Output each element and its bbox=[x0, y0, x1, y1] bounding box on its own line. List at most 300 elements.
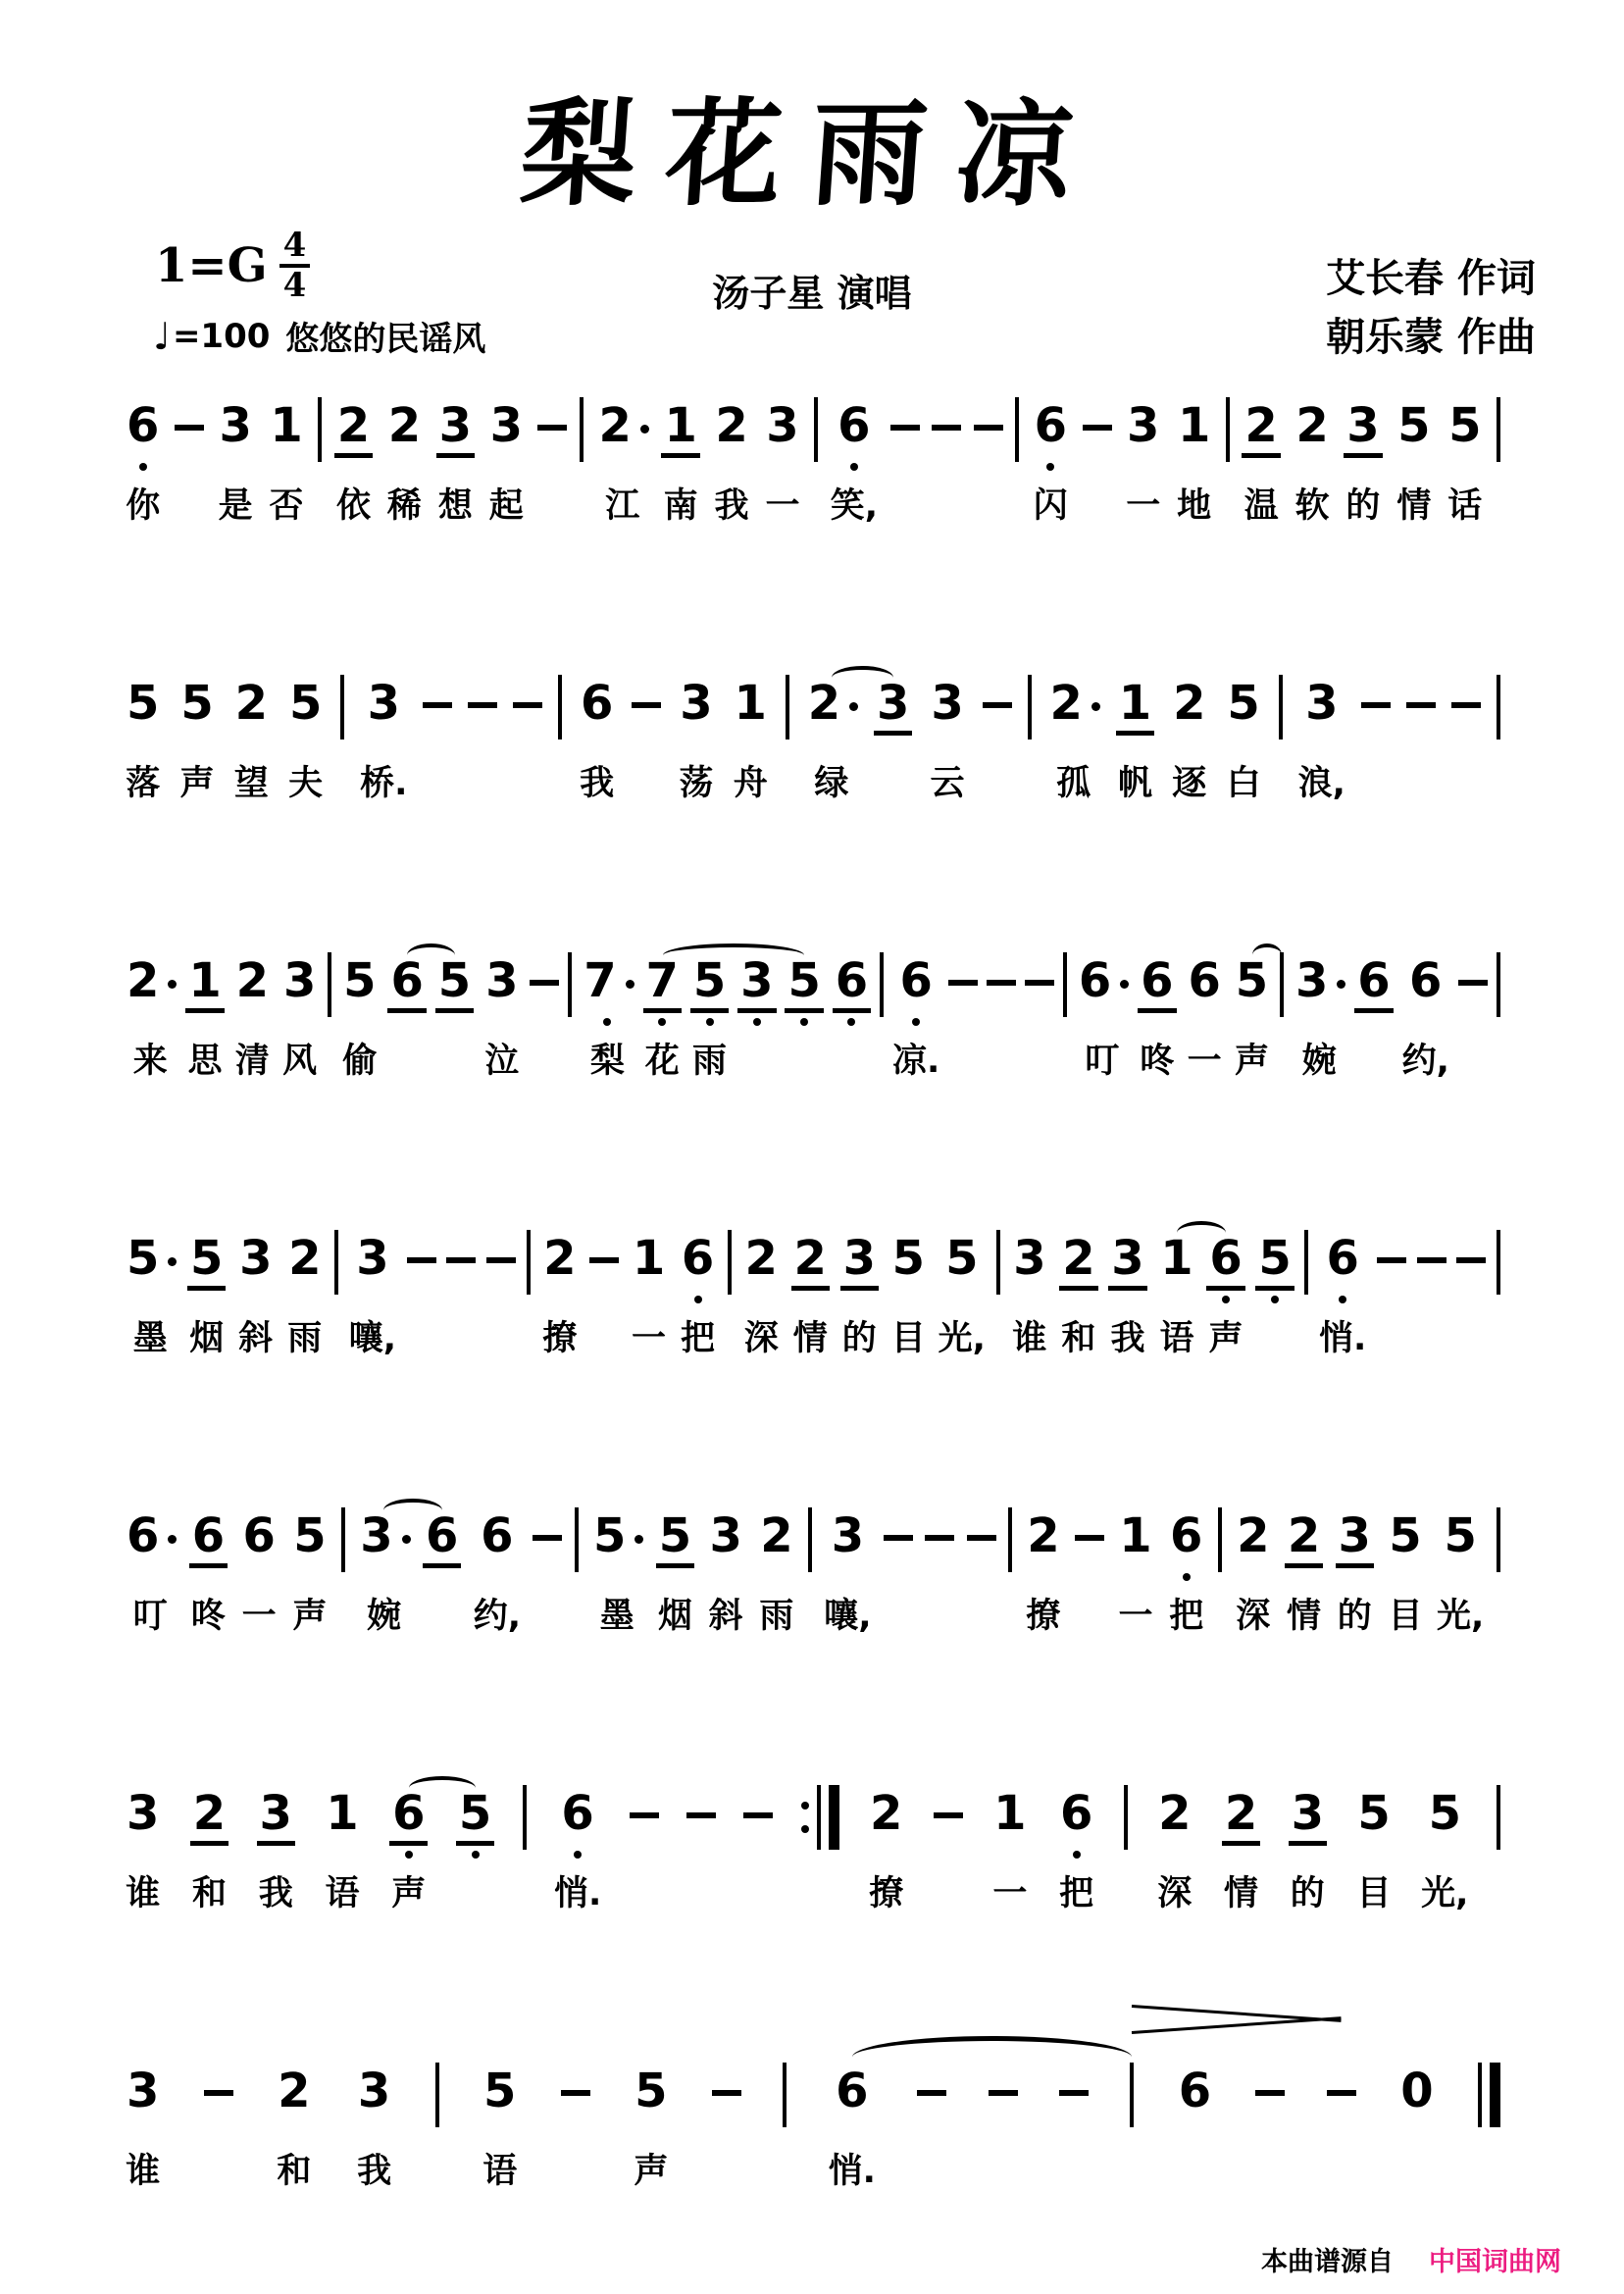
style-description: 悠悠的民谣风 bbox=[285, 320, 486, 359]
lyric-syllable: 否 bbox=[269, 486, 304, 526]
note-area bbox=[791, 1233, 830, 1311]
decrescendo-hairpin bbox=[1132, 2005, 1342, 2034]
note-area bbox=[1478, 2065, 1500, 2144]
slur-arc bbox=[663, 943, 804, 967]
duration-dash bbox=[513, 702, 542, 708]
note-cell bbox=[928, 678, 966, 805]
note-area bbox=[387, 955, 426, 1034]
note-area bbox=[1497, 678, 1500, 756]
barline bbox=[1497, 675, 1500, 739]
note-area bbox=[232, 678, 271, 756]
duration-dash bbox=[537, 425, 567, 431]
note-area bbox=[357, 1510, 410, 1589]
note-area bbox=[1293, 955, 1345, 1034]
note-area bbox=[189, 1510, 228, 1589]
note-cell bbox=[187, 1233, 226, 1360]
note-digit: 6 bbox=[1188, 953, 1221, 1008]
note-digit: 2 bbox=[190, 1788, 228, 1846]
note-cell bbox=[357, 1510, 410, 1638]
note-digit: 2 bbox=[744, 1231, 778, 1286]
lyric-syllable: 凉. bbox=[892, 1042, 940, 1081]
barline bbox=[814, 397, 818, 462]
lyric-syllable: 谁 bbox=[126, 2152, 161, 2191]
note-cell bbox=[1116, 1510, 1154, 1638]
note-area bbox=[561, 2065, 590, 2144]
note-digit: 1 bbox=[326, 1786, 359, 1841]
lyric-syllable: 目 bbox=[1356, 1874, 1392, 1913]
note-cell bbox=[407, 1233, 436, 1360]
barline bbox=[1279, 675, 1283, 739]
note-digit: 3 bbox=[931, 676, 964, 731]
repeat-dot bbox=[801, 1802, 809, 1810]
note-area bbox=[934, 1788, 963, 1866]
note-digit: 6 bbox=[423, 1510, 461, 1568]
barline bbox=[341, 1507, 345, 1572]
barline bbox=[435, 2063, 439, 2127]
note-digit: 5 bbox=[945, 1231, 979, 1286]
note-area bbox=[1441, 1510, 1479, 1589]
note-cell bbox=[661, 400, 699, 528]
note-area bbox=[743, 1788, 773, 1866]
note-cell bbox=[974, 400, 1003, 528]
note-cell bbox=[423, 1510, 461, 1638]
barline-cell bbox=[1279, 678, 1283, 805]
duration-dash bbox=[561, 2090, 590, 2096]
augmentation-dot bbox=[849, 702, 858, 711]
note-digit: 3 bbox=[766, 398, 799, 453]
note-area bbox=[677, 678, 715, 756]
note-digit: 6 bbox=[1059, 1786, 1093, 1841]
time-signature-denominator: 4 bbox=[282, 265, 307, 305]
lyric-syllable: 光, bbox=[1421, 1874, 1469, 1913]
note-area bbox=[1108, 1233, 1146, 1311]
lyric-syllable: 的 bbox=[841, 1319, 877, 1358]
note-digit: 7 bbox=[643, 955, 682, 1013]
note-cell bbox=[1108, 1233, 1146, 1360]
barline bbox=[1218, 1507, 1222, 1572]
note-cell bbox=[1377, 1233, 1406, 1360]
note-area bbox=[890, 400, 920, 479]
note-area bbox=[1175, 400, 1213, 479]
note-cell bbox=[1255, 1233, 1294, 1360]
note-area bbox=[1242, 400, 1280, 479]
note-area bbox=[763, 400, 801, 479]
note-area bbox=[1185, 955, 1223, 1034]
note-area bbox=[468, 678, 497, 756]
lyric-syllable: 一 bbox=[241, 1597, 277, 1636]
lyric-syllable: 撩 bbox=[542, 1319, 578, 1358]
duration-dash bbox=[533, 1535, 562, 1541]
note-digit: 2 bbox=[1222, 1788, 1260, 1846]
note-cell bbox=[468, 678, 497, 805]
note-cell bbox=[474, 1510, 521, 1638]
note-area bbox=[728, 1233, 732, 1311]
barline-cell bbox=[1028, 678, 1032, 805]
score-line bbox=[124, 400, 1500, 678]
note-area bbox=[340, 955, 379, 1034]
lyric-syllable: 地 bbox=[1177, 486, 1212, 526]
note-digit: 3 bbox=[367, 676, 400, 731]
thin-bar bbox=[817, 1785, 821, 1850]
note-digit: 2 bbox=[1242, 400, 1280, 458]
note-area bbox=[527, 1233, 531, 1311]
note-cell bbox=[232, 678, 271, 805]
lyric-syllable: 一 bbox=[1118, 1597, 1153, 1636]
notation-row bbox=[124, 955, 1500, 1083]
note-area bbox=[407, 1233, 436, 1311]
lyric-syllable: 想 bbox=[437, 486, 473, 526]
repeat-end-barline bbox=[801, 1785, 839, 1850]
note-area bbox=[435, 955, 474, 1034]
duration-dash bbox=[1406, 702, 1436, 708]
note-area bbox=[1451, 678, 1481, 756]
barline-cell bbox=[1008, 1510, 1012, 1638]
lyric-syllable: 约, bbox=[473, 1597, 522, 1636]
note-cell bbox=[446, 1233, 476, 1360]
low-octave-dot bbox=[1339, 1296, 1346, 1303]
duration-dash bbox=[917, 2090, 946, 2096]
lyric-syllable: 和 bbox=[277, 2152, 312, 2191]
barline bbox=[523, 1785, 527, 1850]
note-digit: 1 bbox=[270, 398, 303, 453]
barline-cell bbox=[334, 1233, 338, 1360]
lyric-syllable: 烟 bbox=[657, 1597, 692, 1636]
note-cell bbox=[286, 678, 325, 805]
note-area bbox=[630, 1788, 659, 1866]
lyric-syllable: 光, bbox=[1437, 1597, 1485, 1636]
note-area bbox=[742, 1233, 781, 1311]
note-area bbox=[456, 1788, 494, 1866]
barline-cell bbox=[783, 2065, 787, 2193]
note-cell bbox=[743, 1788, 773, 1915]
note-cell bbox=[423, 678, 452, 805]
note-area bbox=[1116, 678, 1154, 756]
lyric-syllable: 思 bbox=[187, 1042, 223, 1081]
note-digit: 3 bbox=[127, 2064, 160, 2118]
note-digit: 3 bbox=[239, 1231, 273, 1286]
note-cell bbox=[1234, 1510, 1272, 1638]
note-digit: 7 bbox=[584, 953, 617, 1008]
barline bbox=[575, 1507, 579, 1572]
note-cell bbox=[533, 1510, 562, 1638]
note-digit: 6 bbox=[1170, 1508, 1203, 1563]
lyric-syllable: 声 bbox=[391, 1874, 427, 1913]
note-area bbox=[318, 400, 322, 479]
note-digit: 3 bbox=[219, 398, 252, 453]
note-cell bbox=[656, 1510, 694, 1638]
note-cell bbox=[742, 1233, 781, 1360]
low-octave-dot bbox=[706, 1018, 714, 1026]
lyric-syllable: 雨 bbox=[287, 1319, 323, 1358]
note-cell bbox=[892, 955, 939, 1083]
duration-dash bbox=[743, 1812, 773, 1818]
note-area bbox=[257, 1788, 295, 1866]
note-area bbox=[712, 400, 750, 479]
barline-cell bbox=[880, 955, 884, 1083]
note-digit: 6 bbox=[127, 398, 160, 453]
duration-dash bbox=[989, 2090, 1018, 2096]
note-area bbox=[801, 1788, 839, 1866]
note-cell bbox=[1336, 1510, 1374, 1638]
note-area bbox=[1024, 1510, 1062, 1589]
note-digit: 0 bbox=[1400, 2064, 1434, 2118]
note-area bbox=[996, 1233, 1000, 1311]
note-digit: 2 bbox=[235, 953, 270, 1008]
score-line bbox=[124, 955, 1500, 1233]
low-octave-dot bbox=[603, 1018, 611, 1026]
barline bbox=[527, 1230, 531, 1295]
augmentation-dot bbox=[1337, 980, 1345, 989]
note-area bbox=[814, 400, 818, 479]
note-cell bbox=[487, 400, 526, 528]
note-area bbox=[632, 678, 661, 756]
duration-dash bbox=[974, 425, 1003, 431]
note-area bbox=[578, 678, 616, 756]
duration-dash bbox=[987, 980, 1016, 986]
duration-dash bbox=[983, 702, 1012, 708]
note-area bbox=[874, 678, 912, 756]
note-digit: 5 bbox=[1389, 1508, 1422, 1563]
lyric-syllable: 谁 bbox=[1012, 1319, 1047, 1358]
lyric-syllable: 花 bbox=[644, 1042, 680, 1081]
note-cell bbox=[486, 1233, 516, 1360]
barline-cell bbox=[1497, 400, 1500, 528]
lyric-syllable: 帆 bbox=[1117, 764, 1152, 803]
thick-bar bbox=[829, 1785, 839, 1850]
note-digit: 5 bbox=[1444, 1508, 1477, 1563]
augmentation-dot bbox=[168, 1257, 177, 1266]
note-area bbox=[1406, 678, 1436, 756]
lyric-syllable: 深 bbox=[743, 1319, 779, 1358]
note-cell bbox=[513, 678, 542, 805]
tempo-line bbox=[153, 312, 485, 360]
note-cell bbox=[267, 400, 305, 528]
duration-dash bbox=[967, 1535, 996, 1541]
note-area bbox=[334, 1233, 338, 1311]
source-prefix: 本曲谱源自 bbox=[1261, 2247, 1394, 2277]
augmentation-dot bbox=[1091, 702, 1100, 711]
note-area bbox=[334, 400, 373, 479]
note-cell bbox=[340, 955, 379, 1083]
lyric-syllable: 目 bbox=[890, 1319, 926, 1358]
note-cell bbox=[124, 955, 177, 1083]
slur-arc bbox=[383, 1499, 442, 1522]
note-area bbox=[1155, 1788, 1193, 1866]
note-digit: 3 bbox=[1108, 1233, 1146, 1291]
lyric-syllable: 声 bbox=[1234, 1042, 1269, 1081]
note-cell bbox=[537, 400, 567, 528]
lyric-syllable: 笑, bbox=[830, 486, 879, 526]
note-digit: 6 bbox=[561, 1786, 594, 1841]
note-digit: 5 bbox=[180, 676, 214, 731]
lyric-syllable: 我 bbox=[1110, 1319, 1145, 1358]
note-cell bbox=[1293, 955, 1345, 1083]
note-area bbox=[423, 1510, 461, 1589]
note-cell bbox=[1175, 400, 1213, 528]
note-area bbox=[341, 1510, 345, 1589]
note-cell bbox=[1242, 400, 1280, 528]
barline-cell bbox=[1130, 2065, 1134, 2193]
barline-cell bbox=[435, 2065, 439, 2193]
note-area bbox=[706, 1510, 744, 1589]
note-digit: 2 bbox=[1158, 1786, 1192, 1841]
lyric-syllable: 是 bbox=[218, 486, 253, 526]
note-area bbox=[833, 955, 871, 1034]
lyric-syllable: 雨 bbox=[692, 1042, 728, 1081]
note-digit: 2 bbox=[387, 398, 422, 453]
augmentation-dot bbox=[1120, 980, 1129, 989]
note-cell bbox=[690, 955, 729, 1083]
duration-dash bbox=[1456, 1257, 1486, 1263]
lyric-syllable: 咚 bbox=[1140, 1042, 1175, 1081]
lyric-syllable: 绿 bbox=[814, 764, 849, 803]
note-cell bbox=[285, 1233, 324, 1360]
barline-cell bbox=[1304, 1233, 1308, 1360]
note-cell bbox=[1124, 400, 1162, 528]
barline-cell bbox=[786, 678, 789, 805]
lyricist-credit: 艾长春 作词 bbox=[1326, 256, 1536, 301]
note-cell bbox=[1010, 1233, 1048, 1360]
repeat-dots bbox=[801, 1785, 809, 1850]
note-area bbox=[290, 1510, 329, 1589]
barline bbox=[1063, 952, 1067, 1017]
duration-dash bbox=[1083, 425, 1112, 431]
note-digit: 6 bbox=[387, 955, 426, 1013]
note-area bbox=[124, 1788, 162, 1866]
barline-cell bbox=[728, 1233, 732, 1360]
note-cell bbox=[1025, 955, 1054, 1083]
lyric-syllable: 夫 bbox=[288, 764, 324, 803]
barline-cell bbox=[527, 1233, 531, 1360]
lyric-syllable: 一 bbox=[1126, 486, 1161, 526]
lyric-syllable: 撩 bbox=[1026, 1597, 1061, 1636]
source-site-link[interactable]: 中国词曲网 bbox=[1429, 2247, 1561, 2277]
note-digit: 6 bbox=[127, 1508, 160, 1563]
low-octave-dot bbox=[850, 463, 858, 471]
note-digit: 1 bbox=[1119, 1508, 1152, 1563]
note-area bbox=[1386, 1510, 1424, 1589]
note-cell bbox=[124, 1510, 177, 1638]
note-area bbox=[1015, 400, 1019, 479]
note-cell bbox=[387, 955, 426, 1083]
note-area bbox=[478, 1510, 516, 1589]
note-area bbox=[580, 400, 584, 479]
barline bbox=[334, 1230, 338, 1295]
note-digit: 2 bbox=[234, 676, 269, 731]
note-digit: 3 bbox=[282, 953, 317, 1008]
lyric-syllable: 声 bbox=[179, 764, 215, 803]
lyric-syllable: 我 bbox=[258, 1874, 293, 1913]
duration-dash bbox=[175, 425, 204, 431]
barline bbox=[558, 675, 562, 739]
duration-dash bbox=[204, 2090, 233, 2096]
note-cell bbox=[1083, 400, 1112, 528]
low-octave-dot bbox=[1183, 1573, 1191, 1581]
note-digit: 3 bbox=[1289, 1788, 1327, 1846]
note-area bbox=[867, 1788, 905, 1866]
note-cell bbox=[1224, 678, 1262, 805]
note-area bbox=[1458, 955, 1488, 1034]
note-area bbox=[558, 678, 562, 756]
lyric-syllable: 悄. bbox=[828, 2152, 876, 2191]
score bbox=[124, 400, 1500, 2294]
note-area bbox=[690, 955, 729, 1034]
lyric-syllable: 起 bbox=[488, 486, 524, 526]
note-cell bbox=[1155, 1788, 1193, 1915]
note-area bbox=[990, 1788, 1029, 1866]
note-area bbox=[124, 400, 162, 479]
note-area bbox=[1280, 955, 1284, 1034]
note-area bbox=[983, 678, 1012, 756]
lyric-syllable: 咚 bbox=[190, 1597, 226, 1636]
slur-arc bbox=[1177, 1221, 1226, 1245]
barline bbox=[1008, 1507, 1012, 1572]
note-digit: 2 bbox=[807, 676, 841, 731]
note-digit: 6 bbox=[1078, 953, 1112, 1008]
note-digit: 3 bbox=[680, 676, 713, 731]
note-area bbox=[1279, 678, 1283, 756]
augmentation-dot bbox=[168, 1535, 177, 1544]
note-cell bbox=[785, 955, 823, 1083]
lyric-syllable: 云 bbox=[930, 764, 965, 803]
note-area bbox=[1285, 1510, 1323, 1589]
lyric-syllable: 嚷, bbox=[824, 1597, 872, 1636]
note-area bbox=[537, 400, 567, 479]
note-area bbox=[737, 955, 776, 1034]
note-digit: 1 bbox=[734, 676, 767, 731]
lyric-syllable: 情 bbox=[1396, 486, 1432, 526]
note-area bbox=[540, 1233, 579, 1311]
note-area bbox=[974, 400, 1003, 479]
note-cell bbox=[1354, 955, 1393, 1083]
note-cell bbox=[805, 678, 858, 805]
note-cell bbox=[932, 400, 961, 528]
barline bbox=[1028, 675, 1032, 739]
note-digit: 3 bbox=[489, 398, 523, 453]
note-cell bbox=[890, 400, 920, 528]
lyric-syllable: 情 bbox=[792, 1319, 828, 1358]
note-cell bbox=[1059, 1233, 1097, 1360]
duration-dash bbox=[1075, 1535, 1104, 1541]
note-cell bbox=[124, 2065, 162, 2193]
note-area bbox=[932, 400, 961, 479]
note-digit: 1 bbox=[661, 400, 699, 458]
barline-cell bbox=[1015, 400, 1019, 528]
note-cell bbox=[482, 955, 521, 1083]
note-area bbox=[340, 678, 344, 756]
note-cell bbox=[1024, 1510, 1062, 1638]
lyric-syllable: 婉 bbox=[1301, 1042, 1337, 1081]
note-cell bbox=[481, 2065, 519, 2193]
note-cell bbox=[1354, 1788, 1393, 1915]
barline-cell bbox=[996, 1233, 1000, 1360]
lyric-syllable: 荡 bbox=[679, 764, 714, 803]
note-area bbox=[829, 1510, 867, 1589]
lyric-syllable: 烟 bbox=[189, 1319, 225, 1358]
note-cell bbox=[867, 1788, 905, 1915]
barline-cell bbox=[1497, 1510, 1500, 1638]
lyric-syllable: 我 bbox=[580, 764, 615, 803]
note-digit: 6 bbox=[1178, 2064, 1212, 2118]
duration-dash bbox=[686, 1812, 716, 1818]
lyric-syllable: 清 bbox=[234, 1042, 270, 1081]
lyric-syllable: 你 bbox=[126, 486, 161, 526]
note-area bbox=[446, 1233, 476, 1311]
note-digit: 6 bbox=[836, 2064, 869, 2118]
lyric-syllable: 桥. bbox=[360, 764, 408, 803]
note-area bbox=[1116, 1510, 1154, 1589]
duration-dash bbox=[1025, 980, 1054, 986]
